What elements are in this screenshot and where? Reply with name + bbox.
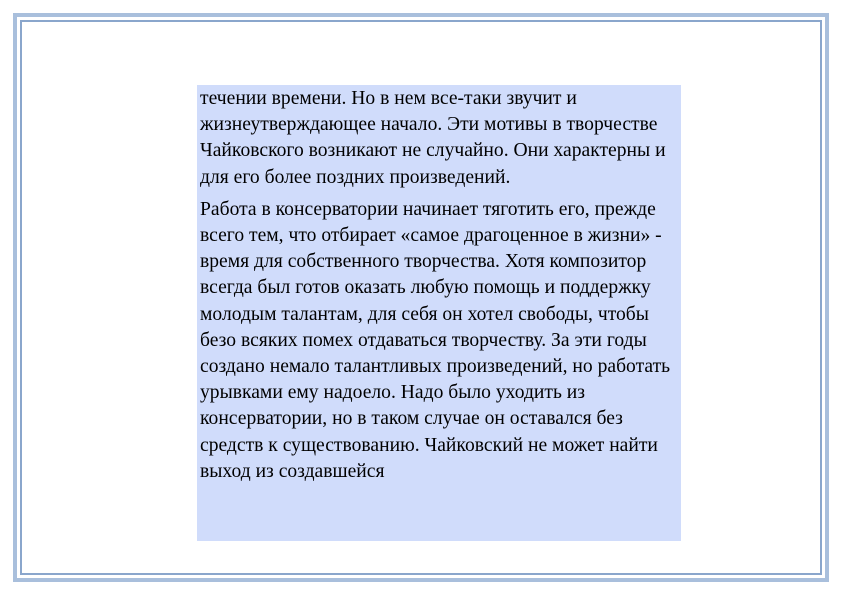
text-box xyxy=(197,85,681,541)
paragraph-2: Работа в консерватории начинает тяготить его, прежде всего тем, что отбирает «самое драгоценное в жизни» - время для собственного творчества. Хотя композитор всегда был готов оказать любую помощь и поддержку молодым талантам, для себя он хотел свободы, чтобы безо всяких помех отдаваться творчеству. За эти годы создано немало талантливых произведений, но работать урывками ему надоело. Надо было уходить из консерватории, но в таком случае он оставался без средств к существованию. Чайковский не может найти выход из создавшейся xyxy=(200,198,671,482)
paragraph-1: течении времени. Но в нем все-таки звучит и жизнеутверждающее начало. Эти мотивы в творчестве Чайковского возникают не случайно. Они характерны и для его более поздних произведений. xyxy=(200,88,666,188)
